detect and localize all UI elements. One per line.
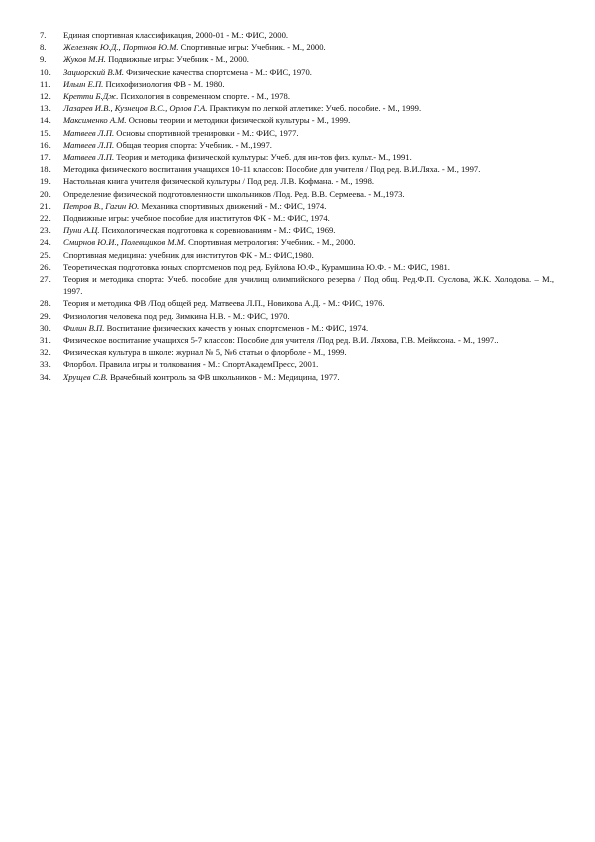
reference-body: Теория и методика ФВ /Под общей ред. Матвеева Л.П., Новикова А.Д. - М.: ФИС, 1976. [63,298,385,309]
reference-item [40,297,554,309]
reference-item [40,66,554,78]
reference-body: Основы спортивной тренировки - М.: ФИС, 1977. [114,127,299,138]
reference-author: Матвеев Л.П. [63,139,115,150]
reference-number: 11. [40,78,51,89]
reference-text [63,358,554,370]
reference-number: 29. [40,310,51,321]
reference-body: Механика спортивных движений - М.: ФИС, 1974. [139,200,327,211]
reference-body: Подвижные игры: Учебник - М., 2000. [105,54,249,65]
reference-number: 30. [40,322,51,333]
reference-body: Теория и методика физической культуры: Учеб. для ин-тов физ. культ.- М., 1991. [114,152,412,163]
reference-text [63,66,554,78]
reference-text [63,322,554,334]
reference-item [40,334,554,346]
reference-author: Лазарев И.В., Кузнецов В.С., Орлов Г.А. [63,103,208,114]
reference-author: Максименко А.М. [63,115,127,126]
reference-number: 32. [40,347,51,358]
reference-number: 34. [40,371,51,382]
reference-body: Физические качества спортсмена - М.: ФИС, 1970. [124,66,312,77]
reference-body: Общая теория спорта: Учебник. - М.,1997. [114,139,272,150]
reference-number: 13. [40,103,51,114]
reference-item [40,371,554,383]
reference-number: 10. [40,66,51,77]
reference-text [63,188,554,200]
reference-item [40,249,554,261]
reference-body: Основы теории и методики физической культуры - М., 1999. [126,115,351,126]
reference-author: Кретти Б.Дж. [63,91,119,102]
reference-text [63,151,554,163]
reference-author: Филин В.П. [63,322,105,333]
reference-number: 27. [40,274,51,285]
reference-number: 9. [40,54,47,65]
reference-author: Зациорский В.М. [63,66,125,77]
reference-text [63,212,554,224]
reference-number: 33. [40,359,51,370]
reference-list [40,29,554,383]
reference-text [63,114,554,126]
reference-item [40,114,554,126]
reference-number: 28. [40,298,51,309]
reference-body: Настольная книга учителя физической культуры / Под ред. Л.В. Кофмана. - М., 1998. [63,176,375,187]
reference-body: Единая спортивная классификация, 2000-01 - М.: ФИС, 2000. [63,30,289,40]
reference-text [63,90,554,102]
reference-item [40,175,554,187]
reference-text [63,127,554,139]
reference-number: 17. [40,152,51,163]
reference-number: 31. [40,335,51,346]
reference-text [63,249,554,261]
reference-text [63,102,554,114]
reference-author: Хрущев С.В. [63,371,108,382]
reference-author: Смирнов Ю.И., Полевщиков М.М. [63,237,186,248]
reference-number: 16. [40,139,51,150]
reference-author: Петров В., Гагин Ю. [63,200,140,211]
reference-item [40,127,554,139]
reference-author: Пуни А.Ц. [63,225,100,236]
reference-text [63,346,554,358]
reference-author: Матвеев Л.П. [63,152,115,163]
reference-body: Физическое воспитание учащихся 5-7 классов: Пособие для учителя /Под ред. В.И. Ляхова, Г.В. Мейксона. - М., 1997.. [63,335,499,346]
reference-number: 18. [40,164,51,175]
reference-text [63,53,554,65]
reference-author: Ильин Е.П. [63,78,104,89]
reference-body: Спортивная метрология: Учебник. - М., 2000. [185,237,356,248]
reference-number: 23. [40,225,51,236]
reference-item [40,78,554,90]
reference-text [63,310,554,322]
reference-item [40,151,554,163]
reference-text [63,175,554,187]
reference-item [40,163,554,175]
reference-text [63,297,554,309]
reference-body: Практикум по легкой атлетике: Учеб. пособие. - М., 1999. [207,103,422,114]
reference-number: 22. [40,213,51,224]
reference-text [63,29,554,41]
reference-item [40,212,554,224]
reference-text [63,200,554,212]
reference-item [40,139,554,151]
reference-body: Подвижные игры: учебное пособие для институтов ФК - М.: ФИС, 1974. [63,213,330,224]
reference-number: 12. [40,91,51,102]
reference-number: 15. [40,127,51,138]
reference-text [63,163,554,175]
reference-text [63,261,554,273]
reference-number: 26. [40,261,51,272]
reference-body: Теоретическая подготовка юных спортсменов под ред. Буйлова Ю.Ф., Курамшина Ю.Ф. - М.: ФИС, 1981. [63,261,450,272]
reference-body: Психология в современном спорте. - М., 1978. [118,91,290,102]
reference-item [40,322,554,334]
reference-number: 24. [40,237,51,248]
reference-body: Психофизиология ФВ - М. 1980. [103,78,225,89]
reference-author: Матвеев Л.П. [63,127,115,138]
reference-body: Физическая культура в школе: журнал № 5, №6 статьи о флорболе - М., 1999. [63,347,347,358]
reference-number: 14. [40,115,51,126]
reference-text [63,78,554,90]
reference-item [40,102,554,114]
reference-number: 7. [40,30,47,40]
reference-number: 21. [40,200,51,211]
reference-text [63,334,554,346]
reference-body: Флорбол. Правила игры и толкования - М.: СпортАкадемПресс, 2001. [63,359,319,370]
reference-text [63,371,554,383]
reference-body: Врачебный контроль за ФВ школьников - М.: Медицина, 1977. [107,371,340,382]
reference-body: Спортивная медицина: учебник для институтов ФК - М.: ФИС,1980. [63,249,314,260]
reference-item [40,90,554,102]
reference-item [40,41,554,53]
reference-item [40,346,554,358]
reference-text [63,41,554,53]
reference-body: Определение физической подготовленности школьников /Под. Ред. В.В. Сермеева. - М.,1973. [63,188,405,199]
reference-body: Методика физического воспитания учащихся 10-11 классов: Пособие для учителя / Под ред. В.И.Ляха. - М., 1997. [63,164,481,175]
reference-body: Физиология человека под ред. Зимкина Н.В. - М.: ФИС, 1970. [63,310,290,321]
reference-text [63,273,554,297]
reference-number: 19. [40,176,51,187]
reference-text [63,224,554,236]
reference-item [40,236,554,248]
reference-item [40,224,554,236]
reference-text [63,236,554,248]
reference-item [40,273,554,297]
reference-item [40,200,554,212]
reference-author: Железняк Ю.Д., Портнов Ю.М. [63,42,179,53]
reference-item [40,310,554,322]
reference-item [40,29,554,41]
reference-item [40,261,554,273]
reference-number: 8. [40,42,47,53]
reference-body: Спортивные игры: Учебник. - М., 2000. [178,42,326,53]
reference-body: Теория и методика спорта: Учеб. пособие для училищ олимпийского резерва / Под общ. Ред.Ф.П. Суслова, Ж.К. Холодова. – М., 1997. [63,274,554,297]
reference-number: 25. [40,249,51,260]
reference-item [40,358,554,370]
reference-author: Жуков М.Н. [63,54,106,65]
reference-text [63,139,554,151]
reference-body: Воспитание физических качеств у юных спортсменов - М.: ФИС, 1974. [104,322,369,333]
reference-item [40,53,554,65]
reference-body: Психологическая подготовка к соревнованиям - М.: ФИС, 1969. [99,225,336,236]
reference-item [40,188,554,200]
reference-number: 20. [40,188,51,199]
